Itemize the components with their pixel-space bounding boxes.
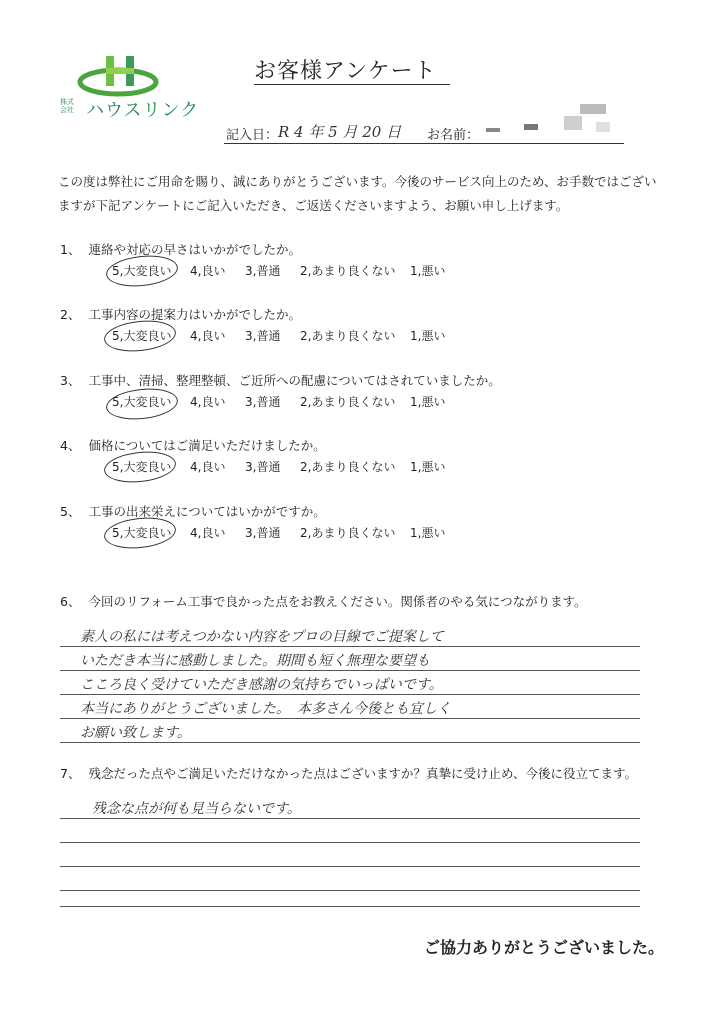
question-1: [60, 240, 301, 258]
option-5[interactable]: 5,大変良い: [112, 329, 172, 343]
logo-company-type: 株式会社: [60, 98, 74, 114]
option-2[interactable]: 2,あまり良くない: [300, 526, 396, 540]
question-text: 工事中、清掃、整理整頓、ご近所への配慮についてはされていましたか。: [88, 373, 501, 388]
name-label: お名前：: [427, 128, 480, 143]
question-7: [60, 764, 637, 782]
option-1[interactable]: 1,悪い: [410, 329, 446, 343]
question-2: [60, 305, 301, 323]
answer-rule: [60, 818, 640, 819]
question-text: 工事の出来栄えについてはいかがですか。: [88, 504, 326, 519]
answer-rule: [60, 906, 640, 907]
option-1[interactable]: 1,悪い: [410, 264, 446, 278]
answer-rule: [60, 866, 640, 867]
q6-answer-line-1: 素人の私には考えつかない内容をプロの目線でご提案して: [80, 629, 444, 645]
question-text: 残念だった点やご満足いただけなかった点はございますか？真摯に受け止め、今後に役立てます。: [88, 766, 637, 781]
house-logo-icon: [60, 52, 200, 98]
question-number: 5、: [60, 504, 81, 519]
answer-rule: [60, 670, 640, 671]
selection-circle: [105, 385, 180, 422]
question-number: 4、: [60, 438, 81, 453]
option-3[interactable]: 3,普通: [245, 526, 281, 540]
title-underline: [254, 84, 450, 85]
option-4[interactable]: 4,良い: [190, 460, 226, 474]
option-1[interactable]: 1,悪い: [410, 460, 446, 474]
option-4[interactable]: 4,良い: [190, 526, 226, 540]
question-3: [60, 371, 501, 389]
option-4[interactable]: 4,良い: [190, 264, 226, 278]
q6-answer-line-2: いただき本当に感動しました。期間も短く無理な要望も: [80, 653, 430, 669]
option-5[interactable]: 5,大変良い: [112, 395, 172, 409]
page-title: お客様アンケート: [254, 59, 437, 84]
question-number: 2、: [60, 307, 81, 322]
option-3[interactable]: 3,普通: [245, 329, 281, 343]
question-number: 7、: [60, 766, 81, 781]
logo-company-name: ハウスリンク: [86, 100, 200, 121]
option-2[interactable]: 2,あまり良くない: [300, 329, 396, 343]
options-q4: [0, 458, 724, 478]
option-1[interactable]: 1,悪い: [410, 395, 446, 409]
options-q1: [0, 262, 724, 282]
answer-rule: [60, 842, 640, 843]
q6-answer-line-5: お願い致します。: [80, 725, 191, 741]
q6-answer-line-4: 本当にありがとうございました。 本多さん今後とも宜しく: [80, 701, 451, 717]
option-1[interactable]: 1,悪い: [410, 526, 446, 540]
meta-underline: [224, 143, 624, 144]
option-3[interactable]: 3,普通: [245, 460, 281, 474]
answer-rule: [60, 694, 640, 695]
question-number: 1、: [60, 242, 81, 257]
option-5[interactable]: 5,大変良い: [112, 526, 172, 540]
question-number: 3、: [60, 373, 81, 388]
option-4[interactable]: 4,良い: [190, 395, 226, 409]
option-5[interactable]: 5,大変良い: [112, 460, 172, 474]
option-2[interactable]: 2,あまり良くない: [300, 264, 396, 278]
options-q2: [0, 327, 724, 347]
option-2[interactable]: 2,あまり良くない: [300, 395, 396, 409]
date-label: 記入日：: [226, 128, 279, 143]
option-5[interactable]: 5,大変良い: [112, 264, 172, 278]
question-6: [60, 592, 587, 610]
question-text: 今回のリフォーム工事で良かった点をお教えください。関係者のやる気につながります。: [88, 594, 587, 609]
closing-message: ご協力ありがとうございました。: [424, 938, 665, 957]
options-q5: [0, 524, 724, 544]
company-logo: [60, 52, 200, 122]
question-text: 連絡や対応の早さはいかがでしたか。: [88, 242, 301, 257]
question-5: [60, 502, 326, 520]
intro-text: この度は弊社にご用命を賜り、誠にありがとうございます。今後のサービス向上のため、お手数ではございますが下記アンケートにご記入いただき、ご返送くださいますよう、お願い申し上げます。: [58, 174, 657, 213]
option-2[interactable]: 2,あまり良くない: [300, 460, 396, 474]
answer-rule: [60, 718, 640, 719]
answer-rule: [60, 646, 640, 647]
option-3[interactable]: 3,普通: [245, 264, 281, 278]
question-text: 工事内容の提案力はいかがでしたか。: [88, 307, 301, 322]
answer-rule: [60, 890, 640, 891]
question-text: 価格についてはご満足いただけましたか。: [88, 438, 326, 453]
q6-answer-line-3: こころ良く受けていただき感謝の気持ちでいっぱいです。: [80, 677, 443, 693]
options-q3: [0, 393, 724, 413]
question-number: 6、: [60, 594, 81, 609]
option-4[interactable]: 4,良い: [190, 329, 226, 343]
date-value: R 4 年 5 月 20 日: [278, 123, 402, 141]
q7-answer-line-1: 残念な点が何も見当らないです。: [92, 801, 301, 817]
option-3[interactable]: 3,普通: [245, 395, 281, 409]
question-4: [60, 436, 326, 454]
answer-rule: [60, 742, 640, 743]
